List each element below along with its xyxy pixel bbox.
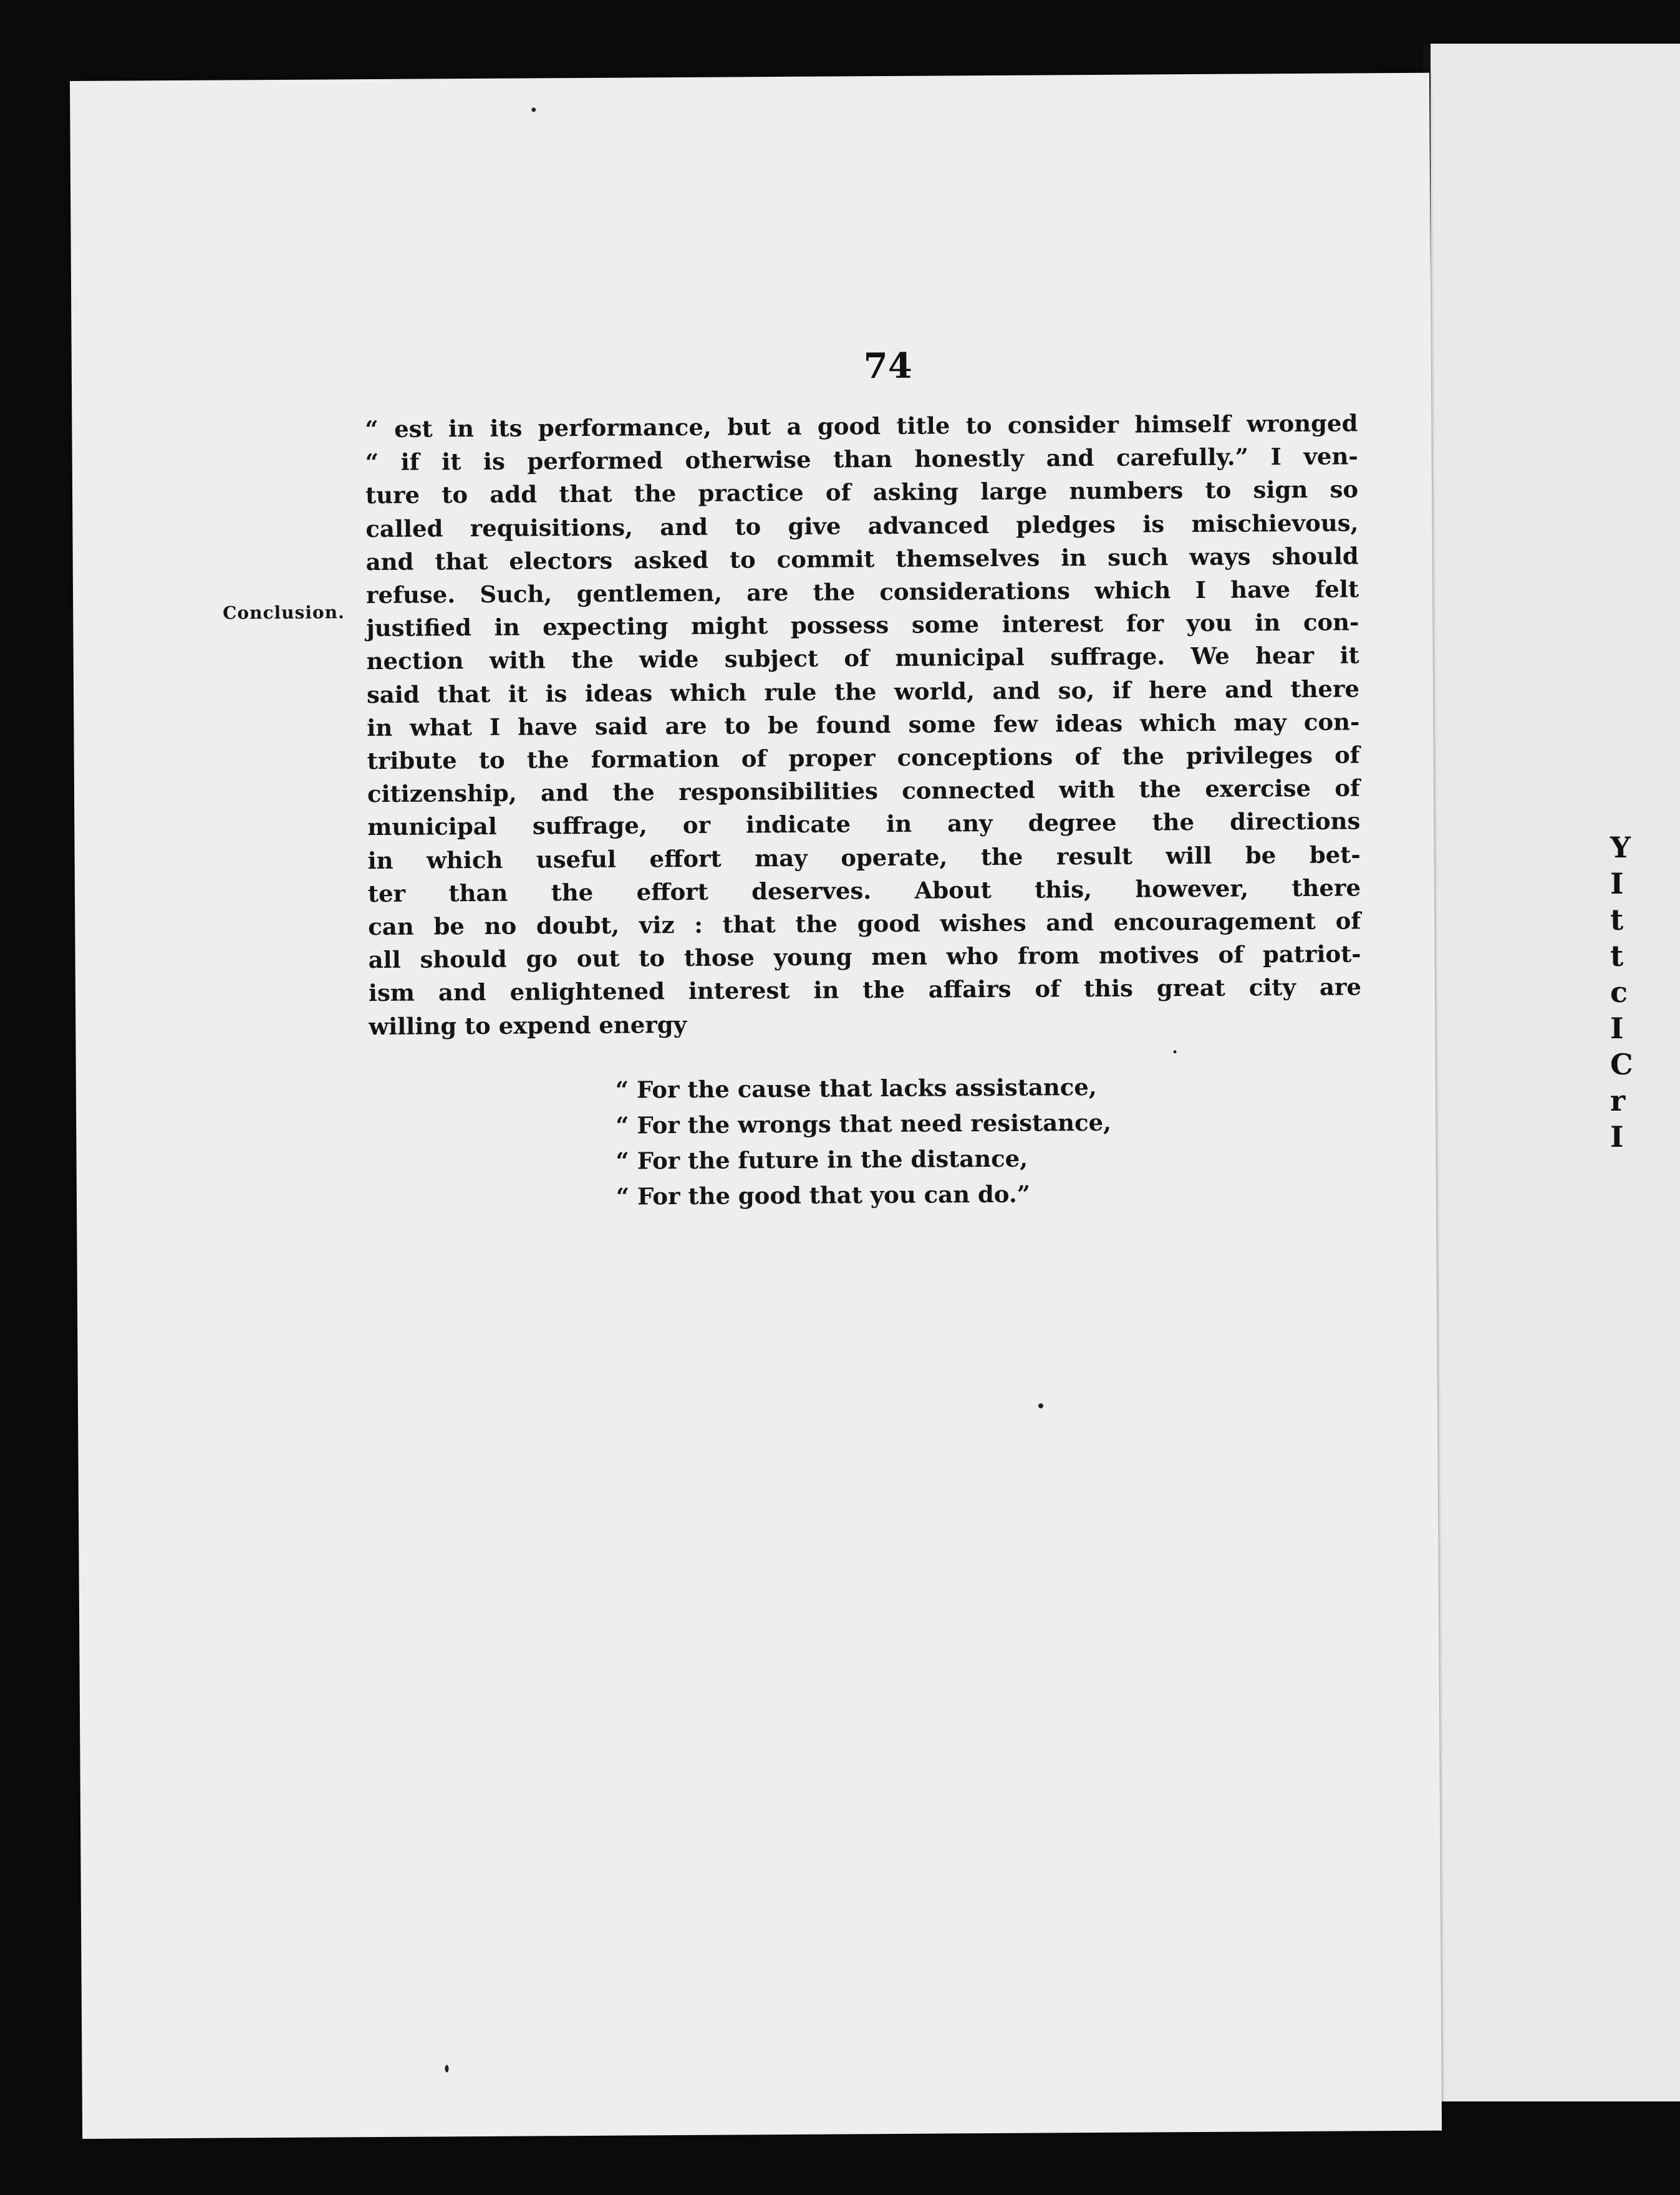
text-line: refuse. Such, gentlemen, are the considerations which I have felt <box>365 575 1359 609</box>
text-line: ter than the effort deserves. About this, however, there <box>367 874 1361 907</box>
book-page <box>70 73 1442 2139</box>
facing-page-edge-char: I <box>1610 867 1624 900</box>
text-line: and that electors asked to commit themselves in such ways should <box>365 542 1359 576</box>
text-line: in which useful effort may operate, the result will be bet- <box>367 841 1361 874</box>
facing-page-edge-char: I <box>1610 1120 1624 1154</box>
text-line: citizenship, and the responsibilities connected with the exercise of <box>367 774 1361 808</box>
text-line: can be no doubt, viz : that the good wishes and encouragement of <box>368 907 1361 941</box>
facing-page-edge-text <box>1610 829 1633 1155</box>
text-line: justified in expecting might possess some interest for you in con- <box>366 608 1359 642</box>
text-line: ture to add that the practice of asking large numbers to sign so <box>365 475 1359 509</box>
text-line: tribute to the formation of proper conceptions of the privileges of <box>367 741 1360 775</box>
text-line: ism and enlightened interest in the affairs of this great city are <box>368 973 1362 1007</box>
facing-page-edge-char: t <box>1610 939 1624 973</box>
text-line: said that it is ideas which rule the world, and so, if here and there <box>366 675 1360 708</box>
margin-note: Conclusion. <box>223 602 345 624</box>
scan-speck <box>531 107 536 112</box>
facing-page-edge-char: I <box>1610 1011 1624 1045</box>
facing-page-edge-char: t <box>1610 903 1624 937</box>
body-paragraph <box>365 407 1361 1043</box>
text-line: called requisitions, and to give advanced pledges is mischievous, <box>365 509 1359 543</box>
verse-line: “ For the good that you can do.” <box>616 1180 1031 1210</box>
facing-page-edge-char: C <box>1610 1048 1633 1081</box>
verse-line: “ For the wrongs that need resistance, <box>616 1108 1112 1139</box>
text-line: in what I have said are to be found some few ideas which may con- <box>367 708 1360 741</box>
verse-quotation <box>616 1069 1112 1215</box>
scan-speck <box>1174 1050 1177 1053</box>
text-line: nection with the wide subject of municipal suffrage. We hear it <box>366 641 1359 675</box>
page-number: 74 <box>863 345 912 387</box>
text-line: “ est in its performance, but a good title to consider himself wronged <box>365 409 1358 443</box>
text-line: all should go out to those young men who from motives of patriot- <box>368 940 1361 974</box>
scan-speck <box>1038 1404 1043 1409</box>
text-line: “ if it is performed otherwise than honestly and carefully.” I ven- <box>365 442 1358 476</box>
verse-line: “ For the future in the distance, <box>616 1144 1028 1175</box>
text-line: municipal suffrage, or indicate in any degree the directions <box>367 807 1361 841</box>
verse-line: “ For the cause that lacks assistance, <box>615 1073 1097 1104</box>
text-line: willing to expend energy <box>369 1010 687 1040</box>
facing-page-edge-char: r <box>1610 1084 1626 1117</box>
facing-page <box>1423 44 1680 2101</box>
scan-speck <box>445 2065 448 2072</box>
facing-page-edge-char: Y <box>1610 831 1631 864</box>
facing-page-edge-char: c <box>1610 975 1628 1009</box>
